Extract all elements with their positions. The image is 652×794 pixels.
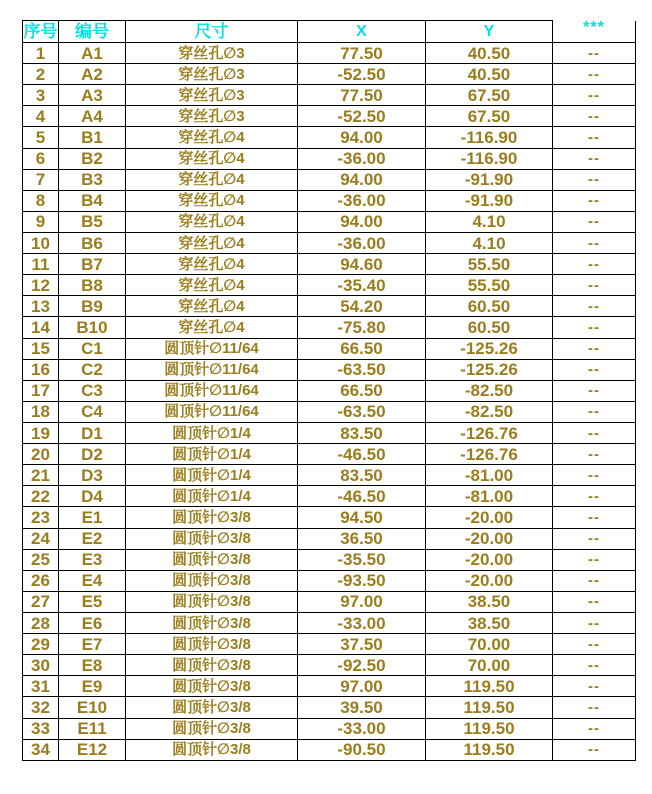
cell-y: 70.00 [426,655,553,676]
header-x: X [298,21,426,43]
cell-x: -46.50 [298,486,426,507]
cell-seq: 13 [23,296,59,317]
cell-y: 119.50 [426,739,553,760]
cell-seq: 26 [23,570,59,591]
cell-x: -63.50 [298,359,426,380]
table-row [23,106,636,127]
cell-y: 70.00 [426,634,553,655]
cell-note: -- [553,676,636,697]
table-row [23,612,636,633]
cell-seq: 19 [23,422,59,443]
cell-code: E2 [59,528,126,549]
cell-code: B5 [59,211,126,232]
table-row [23,401,636,422]
cell-note: -- [553,401,636,422]
cell-note: -- [553,106,636,127]
cell-y: -20.00 [426,528,553,549]
header-row [23,21,636,43]
cell-note: -- [553,591,636,612]
cell-note: -- [553,655,636,676]
table-row [23,634,636,655]
cell-size: 穿丝孔∅4 [126,317,298,338]
cell-seq: 21 [23,465,59,486]
cell-seq: 24 [23,528,59,549]
cell-size: 圆顶针∅11/64 [126,359,298,380]
cell-seq: 12 [23,275,59,296]
cell-size: 圆顶针∅3/8 [126,676,298,697]
cell-x: 83.50 [298,422,426,443]
cell-code: A4 [59,106,126,127]
cell-x: -33.00 [298,612,426,633]
cell-seq: 8 [23,190,59,211]
cell-x: 94.00 [298,169,426,190]
cell-y: 55.50 [426,254,553,275]
cell-x: 66.50 [298,338,426,359]
table-row [23,380,636,401]
cell-note: -- [553,444,636,465]
cell-code: C3 [59,380,126,401]
cell-y: 119.50 [426,676,553,697]
cell-x: 54.20 [298,296,426,317]
cell-note: -- [553,739,636,760]
header-seq: 序号 [23,22,58,41]
cell-size: 穿丝孔∅4 [126,296,298,317]
cell-y: 38.50 [426,612,553,633]
cell-note: -- [553,338,636,359]
cell-size: 穿丝孔∅4 [126,190,298,211]
cell-y: -91.90 [426,190,553,211]
cell-seq: 6 [23,148,59,169]
table-row [23,549,636,570]
cell-seq: 30 [23,655,59,676]
cell-code: A3 [59,85,126,106]
cell-x: 97.00 [298,676,426,697]
cell-code: C2 [59,359,126,380]
cell-x: 77.50 [298,85,426,106]
cell-y: -82.50 [426,380,553,401]
table-row [23,486,636,507]
cell-x: -92.50 [298,655,426,676]
cell-x: 39.50 [298,697,426,718]
cell-seq: 34 [23,739,59,760]
cell-code: A2 [59,64,126,85]
cell-y: -20.00 [426,549,553,570]
cell-x: -33.00 [298,718,426,739]
table-row [23,211,636,232]
cell-seq: 25 [23,549,59,570]
cell-seq: 16 [23,359,59,380]
table-row [23,359,636,380]
cell-code: C1 [59,338,126,359]
cell-code: E4 [59,570,126,591]
cell-seq: 33 [23,718,59,739]
cell-code: E1 [59,507,126,528]
cell-code: A1 [59,43,126,64]
cell-x: 77.50 [298,43,426,64]
cell-code: B8 [59,275,126,296]
cell-x: -93.50 [298,570,426,591]
cell-size: 圆顶针∅3/8 [126,634,298,655]
table-row [23,317,636,338]
cell-x: -36.00 [298,148,426,169]
cell-note: -- [553,190,636,211]
cell-size: 穿丝孔∅4 [126,148,298,169]
cell-x: 97.00 [298,591,426,612]
cell-y: -82.50 [426,401,553,422]
cell-size: 穿丝孔∅4 [126,232,298,253]
cell-size: 穿丝孔∅3 [126,85,298,106]
cell-note: -- [553,127,636,148]
cell-code: E7 [59,634,126,655]
cell-size: 圆顶针∅3/8 [126,697,298,718]
cell-size: 圆顶针∅11/64 [126,380,298,401]
header-code: 编号 [59,21,126,43]
cell-size: 圆顶针∅3/8 [126,507,298,528]
cell-seq: 2 [23,64,59,85]
cell-size: 穿丝孔∅4 [126,127,298,148]
table-row [23,127,636,148]
table-row [23,739,636,760]
cell-note: -- [553,465,636,486]
cell-size: 穿丝孔∅4 [126,169,298,190]
cell-note: -- [553,507,636,528]
cell-note: -- [553,317,636,338]
cell-seq: 14 [23,317,59,338]
cell-note: -- [553,422,636,443]
cell-code: B4 [59,190,126,211]
hole-coordinate-table [22,20,636,761]
cell-y: 67.50 [426,106,553,127]
cell-x: 66.50 [298,380,426,401]
cell-x: 94.60 [298,254,426,275]
cell-y: 67.50 [426,85,553,106]
cell-x: -46.50 [298,444,426,465]
cell-seq: 10 [23,232,59,253]
cell-note: -- [553,528,636,549]
cell-note: -- [553,380,636,401]
cell-code: C4 [59,401,126,422]
cell-size: 圆顶针∅3/8 [126,528,298,549]
cell-size: 穿丝孔∅3 [126,43,298,64]
cell-note: -- [553,612,636,633]
cell-note: -- [553,549,636,570]
cell-seq: 1 [23,43,59,64]
cell-code: D3 [59,465,126,486]
cell-note: -- [553,275,636,296]
cell-code: B6 [59,232,126,253]
table-row [23,697,636,718]
cell-y: 119.50 [426,718,553,739]
cell-note: -- [553,697,636,718]
cell-x: 94.00 [298,127,426,148]
cell-x: -35.40 [298,275,426,296]
cell-note: -- [553,486,636,507]
cell-seq: 27 [23,591,59,612]
cell-code: D2 [59,444,126,465]
cell-code: E8 [59,655,126,676]
cell-size: 圆顶针∅3/8 [126,570,298,591]
cell-x: 83.50 [298,465,426,486]
cell-seq: 17 [23,380,59,401]
cell-x: -90.50 [298,739,426,760]
cell-code: E5 [59,591,126,612]
cell-size: 圆顶针∅3/8 [126,718,298,739]
cell-seq: 5 [23,127,59,148]
cell-seq: 7 [23,169,59,190]
cell-y: -116.90 [426,127,553,148]
table-row [23,232,636,253]
cell-code: E11 [59,718,126,739]
cell-x: -75.80 [298,317,426,338]
cell-seq: 29 [23,634,59,655]
cell-code: E9 [59,676,126,697]
cell-size: 穿丝孔∅4 [126,275,298,296]
cell-size: 圆顶针∅1/4 [126,422,298,443]
cell-seq: 3 [23,85,59,106]
table-body [23,43,636,761]
cell-seq: 28 [23,612,59,633]
cell-code: B3 [59,169,126,190]
table-row [23,465,636,486]
table-row [23,591,636,612]
cell-code: E10 [59,697,126,718]
cell-x: 94.00 [298,211,426,232]
cell-note: -- [553,64,636,85]
cell-x: -35.50 [298,549,426,570]
cell-x: -36.00 [298,190,426,211]
table-row [23,444,636,465]
cell-y: 55.50 [426,275,553,296]
cell-y: -126.76 [426,444,553,465]
table-row [23,275,636,296]
cell-seq: 15 [23,338,59,359]
cell-seq: 4 [23,106,59,127]
cell-note: -- [553,211,636,232]
cell-y: 40.50 [426,64,553,85]
cell-size: 穿丝孔∅4 [126,254,298,275]
cell-seq: 23 [23,507,59,528]
cell-size: 圆顶针∅1/4 [126,465,298,486]
cell-note: -- [553,634,636,655]
table-row [23,85,636,106]
cell-size: 圆顶针∅3/8 [126,739,298,760]
cell-y: -20.00 [426,570,553,591]
table-row [23,190,636,211]
cell-x: -36.00 [298,232,426,253]
cell-seq: 20 [23,444,59,465]
table-row [23,148,636,169]
table-row [23,169,636,190]
cell-y: 38.50 [426,591,553,612]
cell-y: 4.10 [426,211,553,232]
cell-size: 穿丝孔∅3 [126,64,298,85]
cell-size: 穿丝孔∅4 [126,211,298,232]
cell-note: -- [553,232,636,253]
header-note: *** [553,21,636,43]
table-row [23,338,636,359]
cell-code: E12 [59,739,126,760]
table-row [23,43,636,64]
cell-size: 穿丝孔∅3 [126,106,298,127]
cell-y: -126.76 [426,422,553,443]
cell-x: -52.50 [298,64,426,85]
cell-note: -- [553,43,636,64]
table-row [23,64,636,85]
cell-seq: 18 [23,401,59,422]
cell-size: 圆顶针∅3/8 [126,591,298,612]
cell-y: -125.26 [426,359,553,380]
table-row [23,655,636,676]
cell-note: -- [553,148,636,169]
table-row [23,296,636,317]
cell-size: 圆顶针∅11/64 [126,338,298,359]
cell-size: 圆顶针∅3/8 [126,549,298,570]
cell-y: 60.50 [426,317,553,338]
cell-size: 圆顶针∅3/8 [126,655,298,676]
cell-y: 60.50 [426,296,553,317]
cell-size: 圆顶针∅3/8 [126,612,298,633]
cell-seq: 31 [23,676,59,697]
cell-size: 圆顶针∅11/64 [126,401,298,422]
cell-note: -- [553,718,636,739]
cell-y: -125.26 [426,338,553,359]
cell-y: -116.90 [426,148,553,169]
cell-seq: 9 [23,211,59,232]
cell-note: -- [553,570,636,591]
cell-seq: 22 [23,486,59,507]
cell-code: D4 [59,486,126,507]
cell-seq: 32 [23,697,59,718]
cell-note: -- [553,254,636,275]
cell-y: 4.10 [426,232,553,253]
cell-x: -52.50 [298,106,426,127]
table-header [23,18,636,43]
cell-x: 94.50 [298,507,426,528]
table-row [23,676,636,697]
cell-size: 圆顶针∅1/4 [126,444,298,465]
cell-code: B2 [59,148,126,169]
cell-code: E6 [59,612,126,633]
cell-y: -91.90 [426,169,553,190]
cell-code: B10 [59,317,126,338]
cell-y: 40.50 [426,43,553,64]
cell-y: 119.50 [426,697,553,718]
table-row [23,718,636,739]
cell-note: -- [553,296,636,317]
cell-x: -63.50 [298,401,426,422]
cell-y: -81.00 [426,465,553,486]
cell-code: E3 [59,549,126,570]
table-row [23,570,636,591]
cell-size: 圆顶针∅1/4 [126,486,298,507]
cell-seq: 11 [23,254,59,275]
table-row [23,507,636,528]
cell-y: -20.00 [426,507,553,528]
header-size: 尺寸 [126,21,298,43]
cell-y: -81.00 [426,486,553,507]
table-row [23,422,636,443]
cell-code: B1 [59,127,126,148]
table-row [23,254,636,275]
cell-x: 37.50 [298,634,426,655]
cell-note: -- [553,169,636,190]
cell-code: B7 [59,254,126,275]
cell-x: 36.50 [298,528,426,549]
cell-code: B9 [59,296,126,317]
cell-note: -- [553,85,636,106]
table-row [23,528,636,549]
cell-note: -- [553,359,636,380]
header-y: Y [426,21,553,43]
cell-code: D1 [59,422,126,443]
